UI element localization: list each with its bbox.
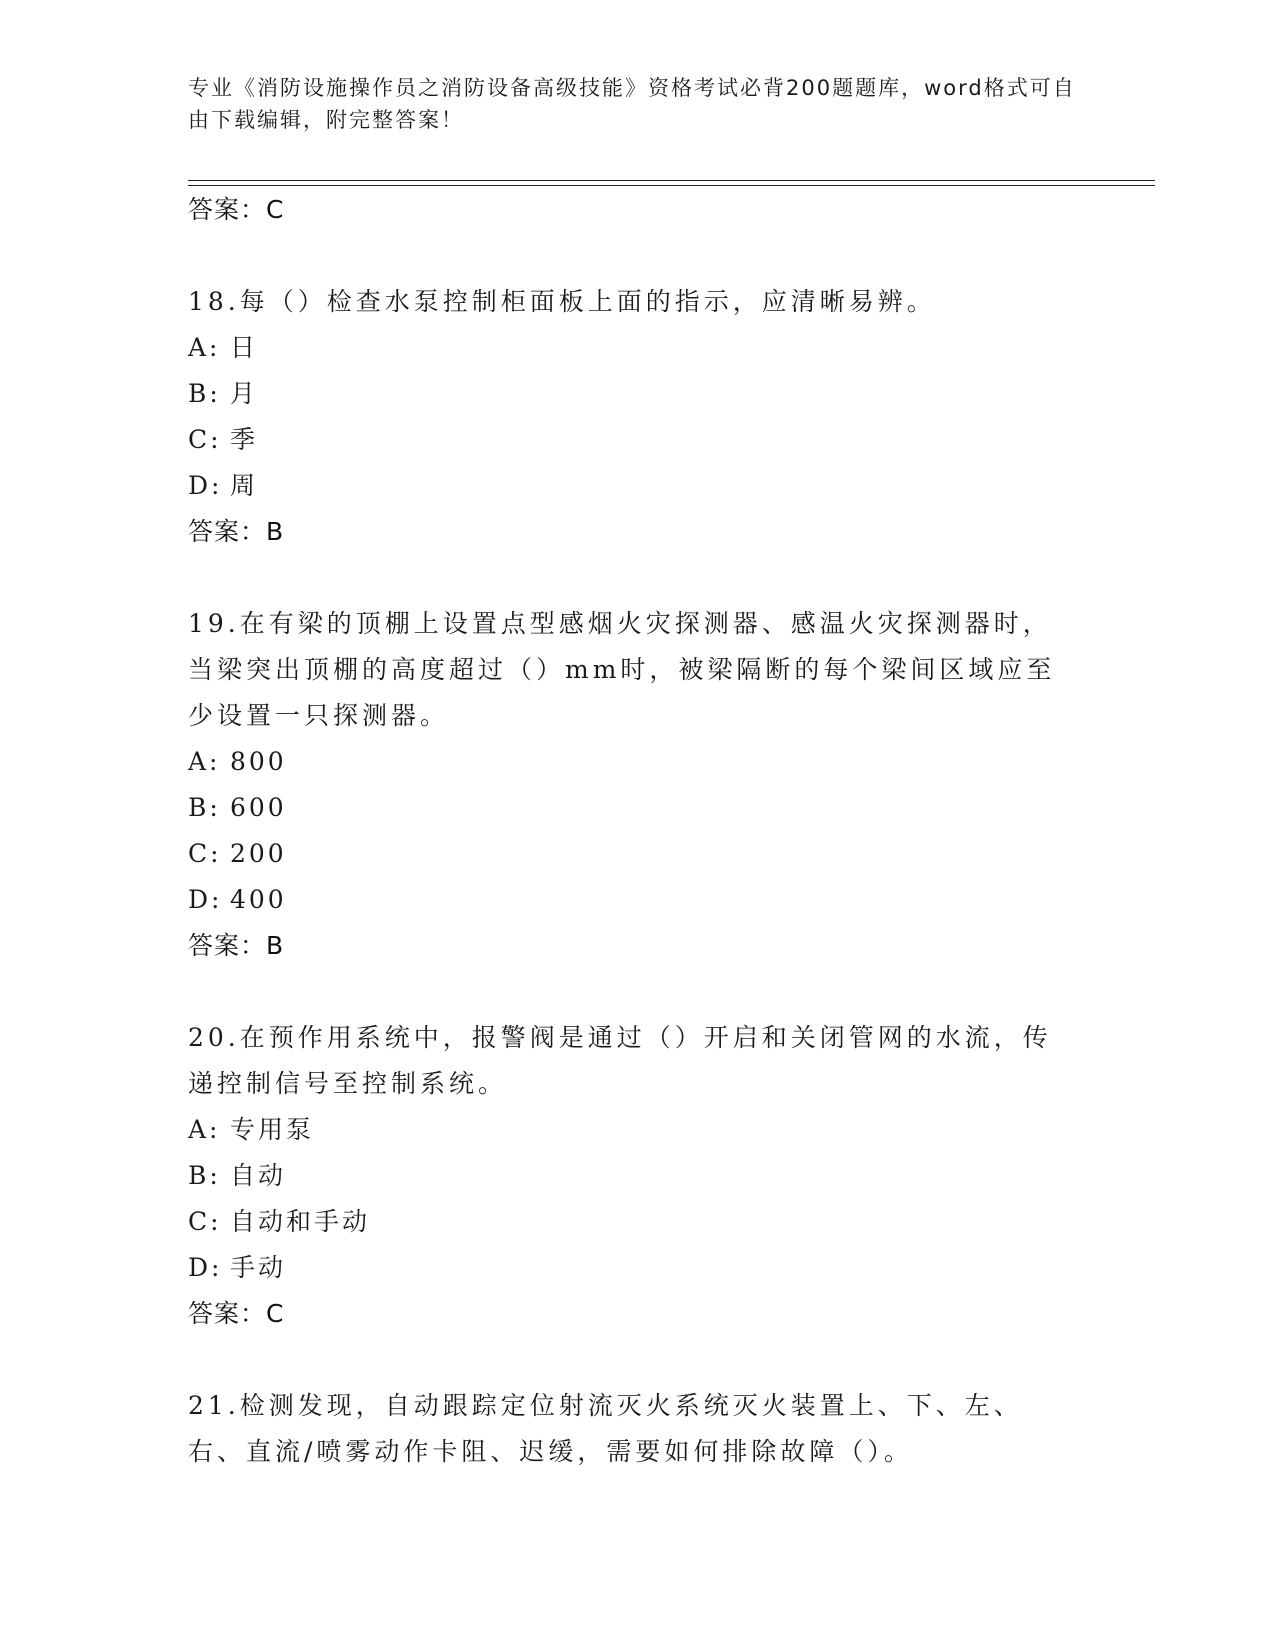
option-a — [188, 1107, 1088, 1153]
option-text: 专用泵 — [230, 1115, 315, 1144]
question-block-18 — [188, 279, 1088, 555]
option-d — [188, 877, 1088, 923]
option-b — [188, 1153, 1088, 1199]
option-letter: C: — [188, 1207, 222, 1236]
option-letter: A: — [188, 747, 221, 776]
option-text: 200 — [230, 839, 287, 868]
answer-line: 答案：B — [188, 517, 285, 546]
question-stem: 20.在预作用系统中，报警阀是通过（）开启和关闭管网的水流，传递控制信号至控制系统。 — [188, 1023, 1052, 1098]
question-block-19 — [188, 601, 1088, 969]
spacer — [188, 233, 1088, 279]
option-letter: D: — [188, 885, 223, 914]
question-block-21 — [188, 1383, 1088, 1475]
header-divider-bottom — [188, 185, 1155, 186]
option-c — [188, 417, 1088, 463]
option-d — [188, 1245, 1088, 1291]
option-letter: C: — [188, 425, 222, 454]
spacer — [188, 1337, 1088, 1383]
option-text: 日 — [230, 333, 259, 362]
option-letter: D: — [188, 471, 223, 500]
option-letter: B: — [188, 793, 221, 822]
option-d — [188, 463, 1088, 509]
option-c — [188, 831, 1088, 877]
option-c — [188, 1199, 1088, 1245]
header-divider-top — [188, 180, 1155, 181]
previous-answer: 答案：C — [188, 195, 285, 224]
option-text: 600 — [230, 793, 287, 822]
option-text: 手动 — [230, 1253, 287, 1282]
option-letter: B: — [188, 1161, 221, 1190]
option-b — [188, 371, 1088, 417]
spacer — [188, 555, 1088, 601]
option-text: 季 — [230, 425, 259, 454]
spacer — [188, 969, 1088, 1015]
option-text: 800 — [230, 747, 287, 776]
question-block-20 — [188, 1015, 1088, 1337]
option-text: 400 — [230, 885, 287, 914]
option-b — [188, 785, 1088, 831]
option-text: 自动 — [230, 1161, 287, 1190]
question-stem: 19.在有梁的顶棚上设置点型感烟火灾探测器、感温火灾探测器时，当梁突出顶棚的高度超过（）mm时，被梁隔断的每个梁间区域应至少设置一只探测器。 — [188, 609, 1056, 730]
document-header: 专业《消防设施操作员之消防设备高级技能》资格考试必背200题题库，word格式可自由下载编辑，附完整答案！ — [188, 76, 1076, 132]
answer-line: 答案：C — [188, 1299, 285, 1328]
option-text: 周 — [230, 471, 259, 500]
option-letter: B: — [188, 379, 221, 408]
question-list — [188, 187, 1088, 1475]
question-stem: 21.检测发现，自动跟踪定位射流灭火系统灭火装置上、下、左、右、直流/喷雾动作卡阻、迟缓，需要如何排除故障（）。 — [188, 1391, 1023, 1466]
option-text: 自动和手动 — [230, 1207, 371, 1236]
question-stem: 18.每（）检查水泵控制柜面板上面的指示，应清晰易辨。 — [188, 287, 936, 316]
option-letter: A: — [188, 1115, 221, 1144]
option-text: 月 — [230, 379, 259, 408]
option-letter: C: — [188, 839, 222, 868]
answer-line: 答案：B — [188, 931, 285, 960]
option-letter: D: — [188, 1253, 223, 1282]
option-a — [188, 739, 1088, 785]
option-a — [188, 325, 1088, 371]
option-letter: A: — [188, 333, 221, 362]
